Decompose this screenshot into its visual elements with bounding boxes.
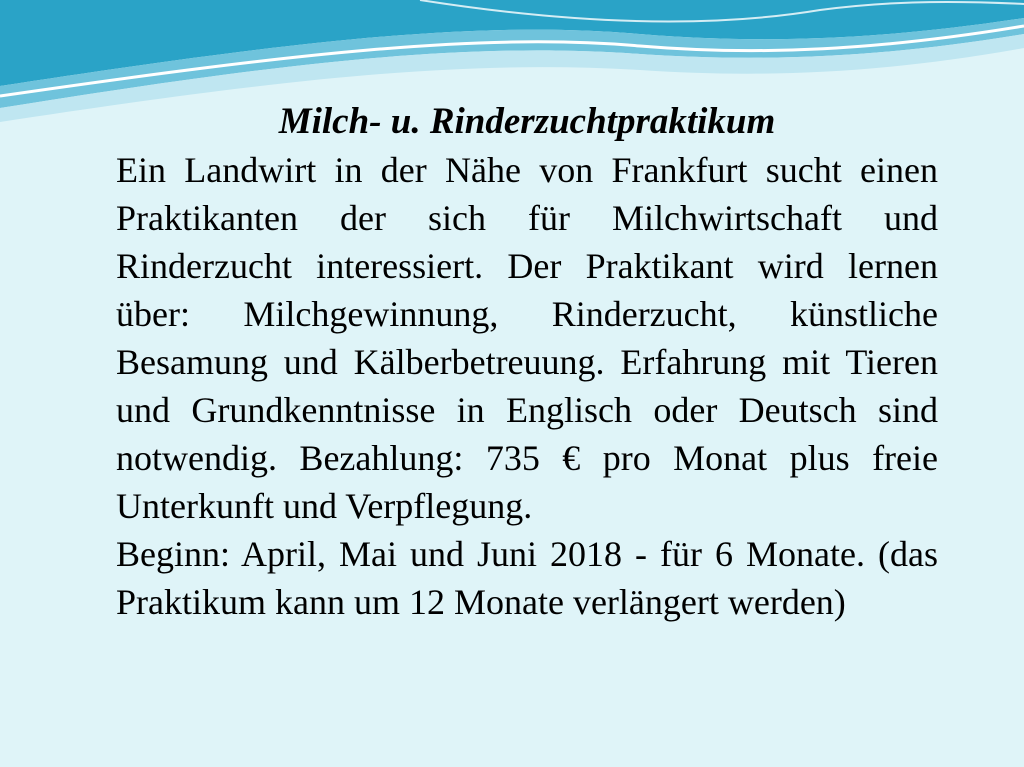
start-duration-paragraph: Beginn: April, Mai und Juni 2018 - für 6 Monate. (das Praktikum kann um 12 Monate verlängert werden) [116, 534, 938, 622]
slide-body [116, 98, 938, 626]
job-description-paragraph: Ein Landwirt in der Nähe von Frankfurt sucht einen Praktikanten der sich für Milchwirtschaft und Rinderzucht interessiert. Der Praktikant wird lernen über: Milchgewinnung, Rinderzucht, künstliche Besamung und Kälberbetreuung. Erfahrung mit Tieren und Grundkenntnisse in Englisch oder Deutsch sind notwendig. Bezahlung: 735 € pro Monat plus freie Unterkunft und Verpflegung. [116, 150, 938, 526]
slide-title: Milch- u. Rinderzuchtpraktikum [278, 101, 776, 142]
